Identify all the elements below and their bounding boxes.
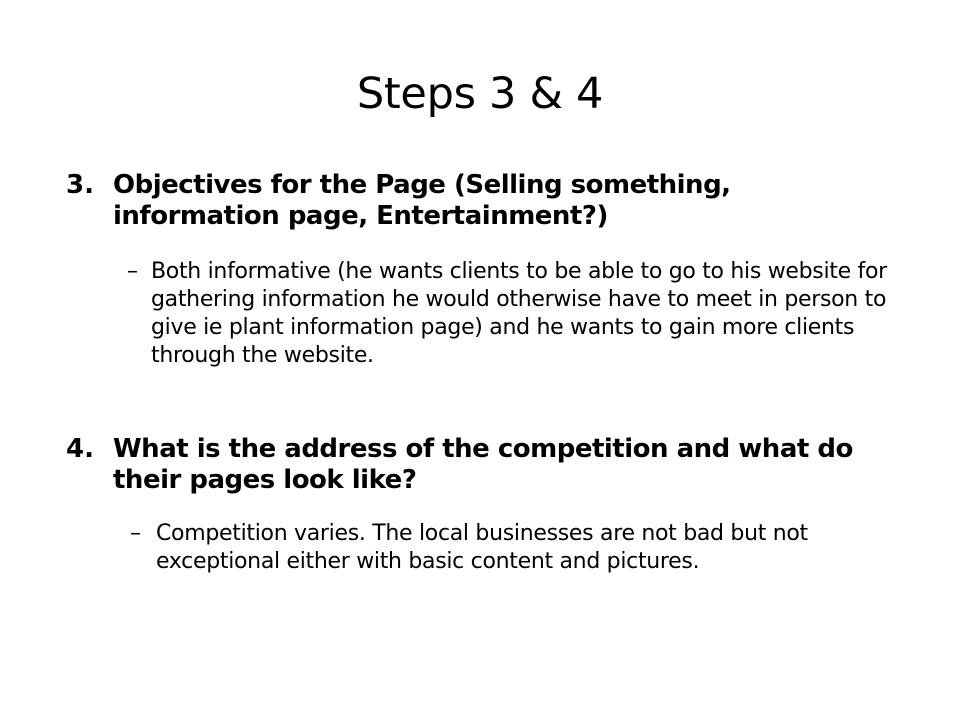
slide-title: Steps 3 & 4	[356, 69, 604, 119]
numbered-item-3	[66, 170, 886, 250]
dash-bullet-icon: –	[127, 259, 138, 284]
sub-bullet-text: Both informative (he wants clients to be able to go to his website for gathering information he would otherwise have to meet in person to give ie plant information page) and he wants to gain more clients through the website.	[151, 259, 887, 368]
numbered-item-4	[66, 434, 886, 514]
item-heading: What is the address of the competition and what do their pages look like?	[113, 434, 853, 495]
item-heading: Objectives for the Page (Selling something, information page, Entertainment?)	[113, 170, 731, 231]
item-number: 4.	[66, 434, 94, 464]
sub-bullet-text: Competition varies. The local businesses are not bad but not exceptional either with basic content and pictures.	[156, 521, 808, 574]
sub-bullet-3	[127, 258, 907, 418]
dash-bullet-icon: –	[130, 521, 141, 546]
item-number: 3.	[66, 170, 94, 200]
sub-bullet-4	[130, 520, 910, 620]
